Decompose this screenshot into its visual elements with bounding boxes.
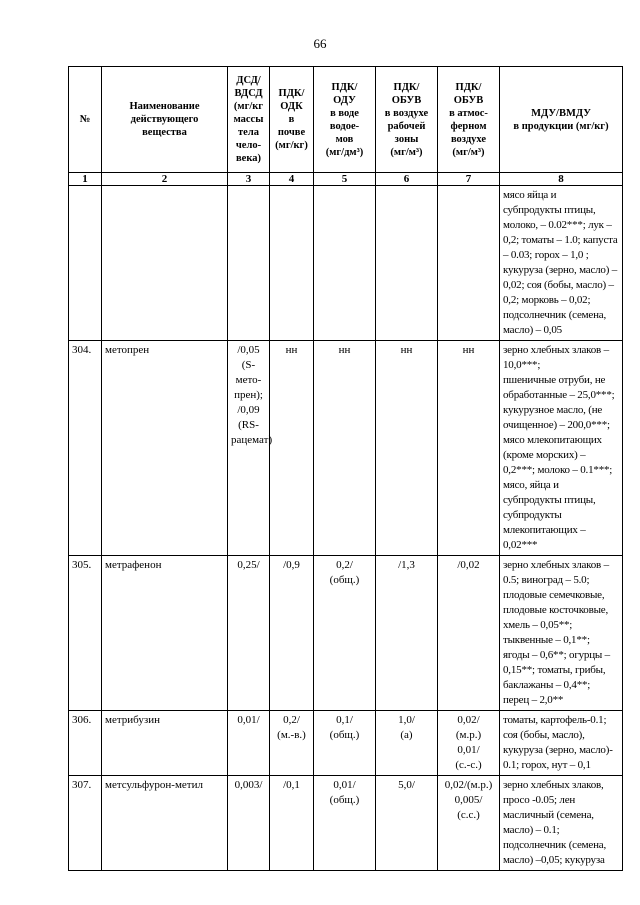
column-number: 4 bbox=[270, 173, 314, 186]
header-line: ОБУВ bbox=[391, 94, 422, 106]
dsd-value-line: /0,09 bbox=[237, 404, 260, 416]
pdk-work-value: нн bbox=[376, 341, 438, 556]
pdk-soil-value: /0,9 bbox=[270, 556, 314, 711]
mrl-value-line: тыквенные – 0,1**; bbox=[503, 634, 590, 646]
dsd-value-line: рацемат) bbox=[231, 434, 273, 446]
header-row bbox=[69, 67, 623, 173]
mrl-value-line: масло) –0,05; кукуруза bbox=[503, 854, 605, 866]
header-pdk-work bbox=[376, 67, 438, 173]
mrl-value-line: подсолнечник (семена, bbox=[503, 309, 607, 321]
mrl-value-line: мясо яйца и bbox=[503, 189, 557, 201]
pdk-soil-value bbox=[270, 186, 314, 341]
mrl-value-line: – 0.03; горох – 1,0 ; bbox=[503, 249, 589, 261]
header-line: действующего bbox=[130, 114, 199, 125]
column-number: 8 bbox=[500, 173, 623, 186]
row-number: 307. bbox=[69, 776, 102, 871]
mrl-value-line: 0,2; томаты – 1.0; капуста bbox=[503, 234, 618, 246]
header-line: вещества bbox=[142, 127, 187, 138]
header-line: ВДСД bbox=[234, 88, 263, 99]
header-line: чело- bbox=[235, 140, 262, 151]
row-number: 305. bbox=[69, 556, 102, 711]
dsd-value bbox=[228, 711, 270, 776]
mrl-value-line: зерно хлебных злаков – bbox=[503, 559, 609, 571]
mrl-value-line: мясо, яйца и bbox=[503, 479, 559, 491]
mrl-value-line: зерно хлебных злаков – bbox=[503, 344, 609, 356]
table-row bbox=[69, 711, 623, 776]
header-line: (мг/дм³) bbox=[325, 146, 364, 158]
header-line: (мг/м³) bbox=[452, 146, 485, 158]
mrl-value-line: баклажаны – 0,4**; bbox=[503, 679, 591, 691]
header-line: Наименование bbox=[129, 101, 200, 112]
column-number: 5 bbox=[314, 173, 376, 186]
header-pdk-water bbox=[314, 67, 376, 173]
row-number bbox=[69, 186, 102, 341]
header-mrl bbox=[500, 67, 623, 173]
mrl-value-line: 0.1; горох, нут – 0,1 bbox=[503, 759, 591, 771]
header-line: ОДУ bbox=[333, 94, 356, 106]
pdk-work-value: 5,0/ bbox=[376, 776, 438, 871]
pdk-water-value-line: 0,2/ bbox=[336, 559, 353, 571]
pdk-air-value-line: 0,01/ bbox=[457, 744, 480, 756]
header-line: ДСД/ bbox=[236, 75, 261, 86]
mrl-value-line: субпродукты птицы, bbox=[503, 494, 596, 506]
column-number: 7 bbox=[438, 173, 500, 186]
dsd-value bbox=[228, 776, 270, 871]
dsd-value-line: 0,003/ bbox=[234, 779, 263, 791]
mrl-value bbox=[500, 556, 623, 711]
column-number: 6 bbox=[376, 173, 438, 186]
header-line: МДУ/ВМДУ bbox=[531, 107, 591, 119]
dsd-value-line: (RS- bbox=[238, 419, 259, 431]
mrl-value-line: масло) – 0,05 bbox=[503, 324, 562, 336]
header-line: зоны bbox=[394, 133, 419, 145]
substance-name: метопрен bbox=[102, 341, 228, 556]
pdk-soil-value-line: (м.-в.) bbox=[277, 729, 306, 741]
header-name bbox=[102, 67, 228, 173]
header-line: ферном bbox=[450, 120, 487, 132]
header-line: в воздухе bbox=[384, 107, 429, 119]
header-line: ПДК/ bbox=[331, 81, 358, 93]
mrl-value-line: томаты, картофель-0.1; bbox=[503, 714, 607, 726]
header-line: мов bbox=[335, 133, 354, 145]
pdk-soil-value-line: 0,2/ bbox=[283, 714, 300, 726]
mrl-value-line: масло) – 0.1; bbox=[503, 824, 560, 836]
header-line: в воде bbox=[330, 107, 359, 119]
mrl-value bbox=[500, 776, 623, 871]
row-number: 306. bbox=[69, 711, 102, 776]
pdk-water-value-line: (общ.) bbox=[329, 574, 360, 586]
header-line: (мг/кг bbox=[233, 101, 264, 112]
mrl-value-line: кукуруза (зерно, масло)- bbox=[503, 744, 613, 756]
header-line: (мг/м³) bbox=[390, 146, 423, 158]
page-number: 66 bbox=[313, 36, 327, 51]
pdk-water-value-line: (общ.) bbox=[329, 729, 360, 741]
mrl-value-line: масличный (семена, bbox=[503, 809, 594, 821]
pdk-air-value bbox=[438, 776, 500, 871]
substance-name bbox=[102, 186, 228, 341]
pdk-air-value-line: 0,02/(м.р.) bbox=[444, 779, 493, 791]
pesticide-table bbox=[68, 66, 623, 871]
dsd-value bbox=[228, 186, 270, 341]
header-line: тела bbox=[238, 127, 259, 138]
mrl-value-line: молоко, – 0.02***; лук – bbox=[503, 219, 612, 231]
mrl-value-line: пшеничные отруби, не bbox=[503, 374, 606, 386]
header-line: водое- bbox=[329, 120, 360, 132]
pdk-water-value bbox=[314, 711, 376, 776]
header-no: № bbox=[69, 67, 102, 173]
header-line: воздухе bbox=[450, 133, 487, 145]
pdk-air-value-line: (с.-с.) bbox=[455, 759, 482, 771]
header-line: ОДК bbox=[280, 101, 303, 112]
header-line: в атмос- bbox=[449, 107, 488, 119]
header-pdk-air bbox=[438, 67, 500, 173]
mrl-value-line: 10,0***; bbox=[503, 359, 541, 371]
mrl-value-line: перец – 2,0** bbox=[503, 694, 564, 706]
table-row bbox=[69, 556, 623, 711]
substance-name: метрибузин bbox=[102, 711, 228, 776]
mrl-value-line: очищенное) – 200,0***; bbox=[503, 419, 610, 431]
pdk-air-value bbox=[438, 186, 500, 341]
mrl-value-line: плодовые косточковые, bbox=[503, 604, 609, 616]
dsd-value-line: мето- bbox=[235, 374, 262, 386]
pdk-air-value: нн bbox=[438, 341, 500, 556]
pdk-water-value bbox=[314, 776, 376, 871]
header-line: рабочей bbox=[387, 120, 426, 132]
dsd-value-line: 0,25/ bbox=[237, 559, 260, 571]
row-number: 304. bbox=[69, 341, 102, 556]
mrl-value-line: 0,2***; молоко – 0.1***; bbox=[503, 464, 613, 476]
mrl-value-line: 0,15**; томаты, грибы, bbox=[503, 664, 606, 676]
pdk-air-value bbox=[438, 711, 500, 776]
mrl-value-line: соя (бобы, масло), bbox=[503, 729, 585, 741]
substance-name: метрафенон bbox=[102, 556, 228, 711]
pdk-air-value: /0,02 bbox=[438, 556, 500, 711]
header-line: в продукции (мг/кг) bbox=[513, 120, 609, 132]
table-row bbox=[69, 341, 623, 556]
pdk-work-value: /1,3 bbox=[376, 556, 438, 711]
pdk-water-value-line: 0,1/ bbox=[336, 714, 353, 726]
header-line: ОБУВ bbox=[453, 94, 484, 106]
mrl-value bbox=[500, 711, 623, 776]
pdk-water-value-line: 0,01/ bbox=[333, 779, 356, 791]
header-dsd bbox=[228, 67, 270, 173]
mrl-value-line: обработанные – 25,0***; bbox=[503, 389, 615, 401]
mrl-value-line: подсолнечник (семена, bbox=[503, 839, 607, 851]
pdk-work-value-line: (а) bbox=[400, 729, 413, 741]
column-number: 3 bbox=[228, 173, 270, 186]
mrl-value bbox=[500, 341, 623, 556]
pdk-air-value-line: 0,005/ bbox=[454, 794, 483, 806]
dsd-value bbox=[228, 556, 270, 711]
pdk-soil-value: нн bbox=[270, 341, 314, 556]
header-line: ПДК/ bbox=[278, 88, 305, 99]
mrl-value-line: просо -0.05; лен bbox=[503, 794, 576, 806]
mrl-value-line: мясо млекопитающих bbox=[503, 434, 602, 446]
mrl-value bbox=[500, 186, 623, 341]
pdk-soil-value: /0,1 bbox=[270, 776, 314, 871]
dsd-value-line: 0,01/ bbox=[237, 714, 260, 726]
mrl-value-line: хмель – 0,05**; bbox=[503, 619, 573, 631]
mrl-value-line: кукурузное масло, (не bbox=[503, 404, 603, 416]
mrl-value-line: плодовые семечковые, bbox=[503, 589, 605, 601]
mrl-value-line: кукуруза (зерно, масло) – bbox=[503, 264, 618, 276]
mrl-value-line: 0,2; морковь – 0,02; bbox=[503, 294, 591, 306]
pdk-water-value-line: (общ.) bbox=[329, 794, 360, 806]
mrl-value-line: зерно хлебных злаков, bbox=[503, 779, 604, 791]
dsd-value-line: прен); bbox=[234, 389, 263, 401]
header-line: ПДК/ bbox=[455, 81, 482, 93]
mrl-value-line: ягоды – 0,6**; огурцы – bbox=[503, 649, 610, 661]
dsd-value bbox=[228, 341, 273, 556]
pdk-work-value-line: 1,0/ bbox=[398, 714, 415, 726]
mrl-value-line: (кроме морских) – bbox=[503, 449, 586, 461]
dsd-value-line: /0,05 (S- bbox=[237, 344, 260, 371]
header-line: почве bbox=[277, 127, 306, 138]
header-line: века) bbox=[236, 153, 261, 164]
substance-name: метсульфурон-метил bbox=[102, 776, 228, 871]
mrl-value-line: субпродукты bbox=[503, 509, 562, 521]
header-pdk-soil bbox=[270, 67, 314, 173]
pdk-work-value bbox=[376, 711, 438, 776]
mrl-value-line: 0,02*** bbox=[503, 539, 538, 551]
header-line: массы bbox=[233, 114, 264, 125]
pdk-air-value-line: (с.с.) bbox=[457, 809, 480, 821]
pdk-soil-value bbox=[270, 711, 314, 776]
pdk-water-value: нн bbox=[314, 341, 376, 556]
pdk-air-value-line: 0,02/ bbox=[457, 714, 480, 726]
column-number: 1 bbox=[69, 173, 102, 186]
pdk-water-value bbox=[314, 556, 376, 711]
header-line: ПДК/ bbox=[393, 81, 420, 93]
mrl-value-line: 0.5; виноград – 5.0; bbox=[503, 574, 590, 586]
pdk-water-value bbox=[314, 186, 376, 341]
header-line: в bbox=[288, 114, 295, 125]
mrl-value-line: млекопитающих – bbox=[503, 524, 586, 536]
table-row bbox=[69, 776, 623, 871]
table-row bbox=[69, 186, 623, 341]
header-line: (мг/кг) bbox=[275, 140, 308, 151]
mrl-value-line: субпродукты птицы, bbox=[503, 204, 596, 216]
mrl-value-line: 0,02; соя (бобы, масло) – bbox=[503, 279, 614, 291]
pdk-work-value bbox=[376, 186, 438, 341]
column-number-row bbox=[69, 173, 623, 186]
column-number: 2 bbox=[102, 173, 228, 186]
pdk-air-value-line: (м.р.) bbox=[455, 729, 482, 741]
